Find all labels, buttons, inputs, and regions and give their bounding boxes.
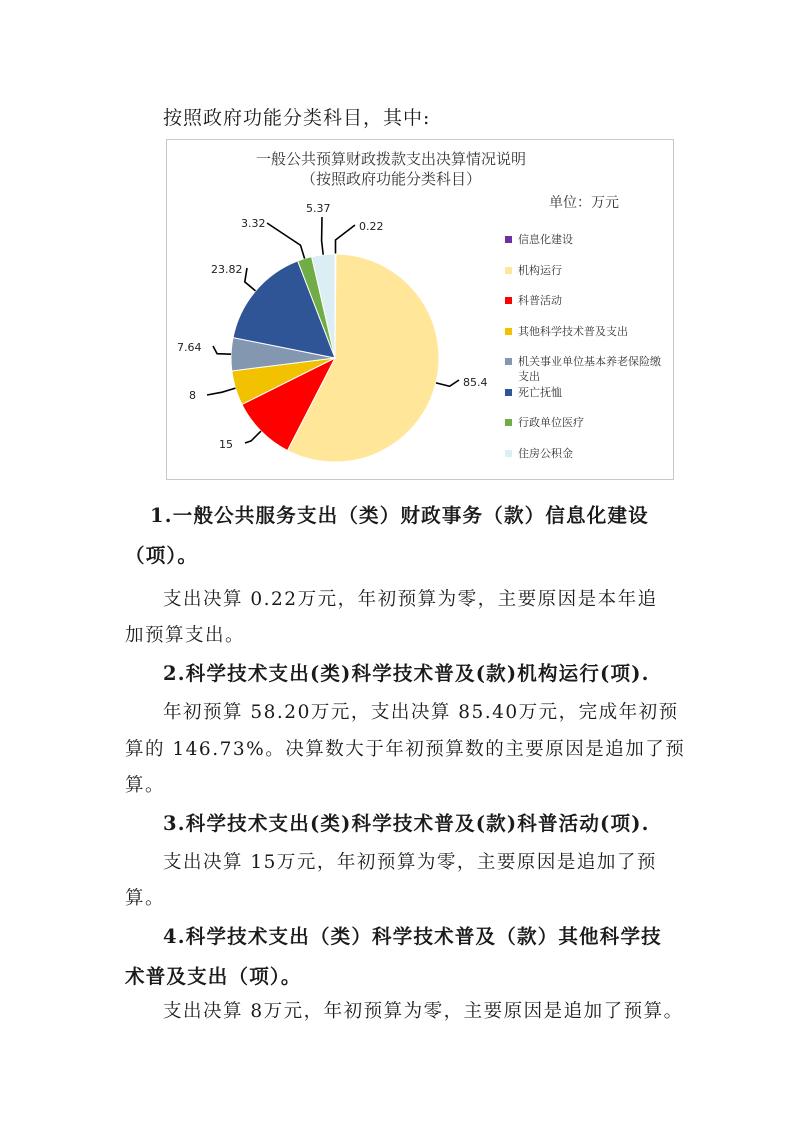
section-1-heading-cont: （项）。	[125, 544, 199, 567]
pie-data-label: 15	[219, 438, 233, 451]
legend-label: 死亡抚恤	[518, 385, 562, 399]
legend-label: 科普活动	[518, 294, 562, 307]
pie-data-label: 23.82	[211, 263, 243, 276]
pie-callout-line	[336, 225, 356, 254]
legend-label: 机构运行	[518, 263, 562, 277]
legend-swatch	[505, 450, 512, 457]
pie-chart	[166, 139, 674, 480]
pie-callout-line	[267, 223, 305, 259]
legend-item	[505, 324, 670, 355]
pie-data-label: 0.22	[359, 220, 384, 233]
legend-swatch	[505, 236, 512, 243]
legend-label: 信息化建设	[518, 233, 573, 246]
pie-callout-line	[207, 388, 236, 395]
legend-swatch	[505, 297, 512, 304]
pie-data-label: 7.64	[177, 341, 202, 354]
pie-callout-line	[436, 380, 459, 386]
legend-swatch	[505, 419, 512, 426]
pie-callout-line	[213, 346, 231, 354]
section-4-body-line: 支出决算 8万元，年初预算为零，主要原因是追加了预算。	[163, 1001, 684, 1022]
section-1-heading: 1.一般公共服务支出（类）财政事务（款）信息化建设	[150, 504, 649, 527]
chart-subtitle: （按照政府功能分类科目）	[300, 170, 481, 188]
pie-data-label: 5.37	[306, 202, 331, 215]
legend-item	[505, 232, 670, 263]
section-2-body-line: 算。	[125, 775, 166, 796]
legend-swatch	[505, 389, 512, 396]
pie-data-label: 85.4	[463, 376, 488, 389]
legend-item	[505, 446, 670, 477]
section-4-heading: 4.科学技术支出（类）科学技术普及（款）其他科学技	[163, 925, 662, 948]
pie-callout-line	[245, 431, 261, 443]
section-3-body-line: 算。	[125, 888, 166, 909]
chart-unit: 单位：万元	[549, 195, 619, 211]
legend-item	[505, 354, 670, 385]
legend-label: 机关事业单位基本养老保险缴支出	[518, 355, 661, 383]
intro-text: 按照政府功能分类科目，其中:	[163, 107, 431, 129]
legend-swatch	[505, 358, 512, 365]
legend-item	[505, 293, 670, 324]
pie-data-label: 3.32	[241, 217, 266, 230]
section-3-heading: 3.科学技术支出(类)科学技术普及(款)科普活动(项).	[163, 812, 650, 835]
section-3-body-line: 支出决算 15万元，年初预算为零，主要原因是追加了预	[163, 852, 657, 873]
section-2-heading: 2.科学技术支出(类)科学技术普及(款)机构运行(项).	[163, 662, 650, 685]
legend-label: 住房公积金	[518, 446, 573, 460]
legend-item	[505, 263, 670, 294]
pie-callout-line	[245, 268, 256, 291]
section-2-body-line: 算的 146.73%。决算数大于年初预算数的主要原因是追加了预	[125, 739, 686, 760]
legend-swatch	[505, 267, 512, 274]
section-2-body-line: 年初预算 58.20万元，支出决算 85.40万元，完成年初预	[163, 702, 679, 723]
section-1-body-line: 支出决算 0.22万元，年初预算为零，主要原因是本年追	[163, 589, 658, 610]
legend-label: 其他科学技术普及支出	[518, 324, 628, 338]
legend-label: 行政单位医疗	[518, 416, 584, 429]
section-1-body-line: 加预算支出。	[125, 625, 246, 646]
chart-title: 一般公共预算财政拨款支出决算情况说明	[255, 150, 526, 168]
chart-legend	[505, 232, 670, 476]
pie-callout-line	[322, 217, 324, 255]
section-4-heading-cont: 术普及支出（项）。	[125, 965, 302, 988]
legend-item	[505, 385, 670, 416]
legend-item	[505, 415, 670, 446]
pie-data-label: 8	[189, 389, 196, 402]
legend-swatch	[505, 328, 512, 335]
